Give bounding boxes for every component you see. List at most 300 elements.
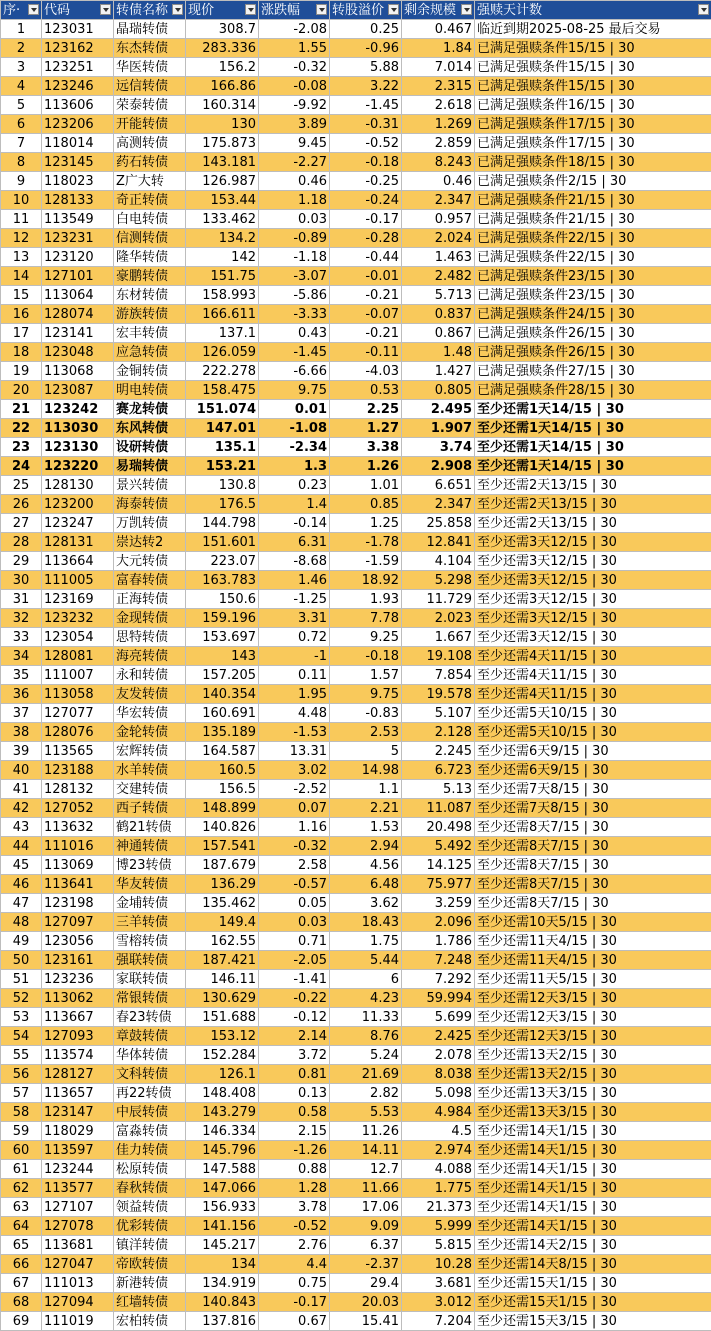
cell-bond-name[interactable]: 再22转债: [114, 1084, 186, 1103]
cell-bond-name[interactable]: 东风转债: [114, 419, 186, 438]
table-row[interactable]: [1, 229, 711, 248]
cell-bond-name[interactable]: 镇洋转债: [114, 1236, 186, 1255]
cell-seq[interactable]: 5: [1, 96, 42, 115]
cell-premium[interactable]: 9.09: [330, 1217, 402, 1236]
cell-redemption-count[interactable]: 至少还需3天12/15 | 30: [475, 590, 711, 609]
filter-dropdown-icon[interactable]: [461, 4, 472, 15]
cell-bond-name[interactable]: 松原转债: [114, 1160, 186, 1179]
cell-remaining-size[interactable]: 3.259: [402, 894, 475, 913]
cell-price[interactable]: 283.336: [186, 39, 259, 58]
cell-price[interactable]: 137.1: [186, 324, 259, 343]
cell-change[interactable]: 0.01: [259, 400, 330, 419]
cell-remaining-size[interactable]: 7.248: [402, 951, 475, 970]
cell-redemption-count[interactable]: 至少还需5天10/15 | 30: [475, 723, 711, 742]
table-row[interactable]: [1, 552, 711, 571]
cell-seq[interactable]: 21: [1, 400, 42, 419]
table-row[interactable]: [1, 1122, 711, 1141]
cell-price[interactable]: 140.826: [186, 818, 259, 837]
cell-seq[interactable]: 1: [1, 20, 42, 39]
table-row[interactable]: [1, 1274, 711, 1293]
cell-redemption-count[interactable]: 至少还需7天8/15 | 30: [475, 799, 711, 818]
table-row[interactable]: [1, 362, 711, 381]
cell-redemption-count[interactable]: 至少还需6天9/15 | 30: [475, 761, 711, 780]
cell-change[interactable]: 9.45: [259, 134, 330, 153]
cell-price[interactable]: 130.8: [186, 476, 259, 495]
cell-change[interactable]: -2.34: [259, 438, 330, 457]
cell-code[interactable]: 123220: [42, 457, 114, 476]
cell-change[interactable]: 1.16: [259, 818, 330, 837]
cell-premium[interactable]: 1.93: [330, 590, 402, 609]
cell-price[interactable]: 135.462: [186, 894, 259, 913]
table-row[interactable]: [1, 875, 711, 894]
cell-code[interactable]: 123251: [42, 58, 114, 77]
cell-bond-name[interactable]: 易瑞转债: [114, 457, 186, 476]
cell-bond-name[interactable]: 西子转债: [114, 799, 186, 818]
table-row[interactable]: [1, 286, 711, 305]
cell-redemption-count[interactable]: 已满足强赎条件23/15 | 30: [475, 267, 711, 286]
cell-code[interactable]: 123087: [42, 381, 114, 400]
table-row[interactable]: [1, 989, 711, 1008]
cell-seq[interactable]: 47: [1, 894, 42, 913]
cell-code[interactable]: 127101: [42, 267, 114, 286]
cell-premium[interactable]: 18.92: [330, 571, 402, 590]
cell-change[interactable]: 2.76: [259, 1236, 330, 1255]
cell-remaining-size[interactable]: 75.977: [402, 875, 475, 894]
cell-code[interactable]: 113549: [42, 210, 114, 229]
cell-redemption-count[interactable]: 至少还需7天8/15 | 30: [475, 780, 711, 799]
cell-redemption-count[interactable]: 至少还需14天1/15 | 30: [475, 1217, 711, 1236]
cell-bond-name[interactable]: 豪鹏转债: [114, 267, 186, 286]
cell-premium[interactable]: 0.53: [330, 381, 402, 400]
cell-premium[interactable]: -0.96: [330, 39, 402, 58]
table-row[interactable]: [1, 248, 711, 267]
cell-bond-name[interactable]: 春23转债: [114, 1008, 186, 1027]
cell-code[interactable]: 113597: [42, 1141, 114, 1160]
cell-bond-name[interactable]: 红墙转债: [114, 1293, 186, 1312]
cell-seq[interactable]: 57: [1, 1084, 42, 1103]
table-row[interactable]: [1, 1008, 711, 1027]
cell-remaining-size[interactable]: 1.427: [402, 362, 475, 381]
cell-premium[interactable]: 1.26: [330, 457, 402, 476]
cell-price[interactable]: 130: [186, 115, 259, 134]
cell-redemption-count[interactable]: 已满足强赎条件22/15 | 30: [475, 229, 711, 248]
cell-bond-name[interactable]: 华医转债: [114, 58, 186, 77]
cell-redemption-count[interactable]: 至少还需3天12/15 | 30: [475, 533, 711, 552]
cell-premium[interactable]: 2.82: [330, 1084, 402, 1103]
cell-premium[interactable]: 5.88: [330, 58, 402, 77]
cell-code[interactable]: 123247: [42, 514, 114, 533]
cell-price[interactable]: 153.697: [186, 628, 259, 647]
cell-price[interactable]: 156.5: [186, 780, 259, 799]
cell-code[interactable]: 118029: [42, 1122, 114, 1141]
cell-remaining-size[interactable]: 2.347: [402, 191, 475, 210]
cell-premium[interactable]: 1.25: [330, 514, 402, 533]
cell-remaining-size[interactable]: 6.651: [402, 476, 475, 495]
cell-code[interactable]: 123161: [42, 951, 114, 970]
table-row[interactable]: [1, 58, 711, 77]
table-row[interactable]: [1, 267, 711, 286]
table-row[interactable]: [1, 77, 711, 96]
cell-bond-name[interactable]: 东杰转债: [114, 39, 186, 58]
header-seq[interactable]: [1, 1, 42, 20]
filter-dropdown-icon[interactable]: [172, 4, 183, 15]
cell-code[interactable]: 123141: [42, 324, 114, 343]
cell-premium[interactable]: -0.01: [330, 267, 402, 286]
table-row[interactable]: [1, 1065, 711, 1084]
cell-change[interactable]: -2.05: [259, 951, 330, 970]
cell-remaining-size[interactable]: 1.786: [402, 932, 475, 951]
cell-price[interactable]: 160.691: [186, 704, 259, 723]
cell-premium[interactable]: 5: [330, 742, 402, 761]
cell-price[interactable]: 223.07: [186, 552, 259, 571]
cell-change[interactable]: 4.4: [259, 1255, 330, 1274]
cell-redemption-count[interactable]: 至少还需1天14/15 | 30: [475, 457, 711, 476]
table-row[interactable]: [1, 1293, 711, 1312]
cell-redemption-count[interactable]: 至少还需13天2/15 | 30: [475, 1046, 711, 1065]
cell-code[interactable]: 123054: [42, 628, 114, 647]
cell-premium[interactable]: 2.21: [330, 799, 402, 818]
cell-premium[interactable]: -0.52: [330, 134, 402, 153]
cell-bond-name[interactable]: 药石转债: [114, 153, 186, 172]
cell-code[interactable]: 123200: [42, 495, 114, 514]
cell-bond-name[interactable]: 中辰转债: [114, 1103, 186, 1122]
cell-price[interactable]: 135.189: [186, 723, 259, 742]
cell-seq[interactable]: 9: [1, 172, 42, 191]
cell-code[interactable]: 128131: [42, 533, 114, 552]
cell-seq[interactable]: 45: [1, 856, 42, 875]
cell-redemption-count[interactable]: 至少还需3天12/15 | 30: [475, 571, 711, 590]
cell-change[interactable]: 0.11: [259, 666, 330, 685]
table-row[interactable]: [1, 1046, 711, 1065]
cell-redemption-count[interactable]: 已满足强赎条件16/15 | 30: [475, 96, 711, 115]
cell-bond-name[interactable]: 宏丰转债: [114, 324, 186, 343]
cell-premium[interactable]: 8.76: [330, 1027, 402, 1046]
table-row[interactable]: [1, 1236, 711, 1255]
cell-code[interactable]: 113577: [42, 1179, 114, 1198]
cell-change[interactable]: 0.75: [259, 1274, 330, 1293]
cell-seq[interactable]: 65: [1, 1236, 42, 1255]
cell-change[interactable]: 1.18: [259, 191, 330, 210]
header-bond-name[interactable]: [114, 1, 186, 20]
cell-code[interactable]: 113641: [42, 875, 114, 894]
cell-bond-name[interactable]: 明电转债: [114, 381, 186, 400]
cell-seq[interactable]: 66: [1, 1255, 42, 1274]
cell-remaining-size[interactable]: 0.46: [402, 172, 475, 191]
cell-remaining-size[interactable]: 5.492: [402, 837, 475, 856]
cell-premium[interactable]: 18.43: [330, 913, 402, 932]
cell-bond-name[interactable]: 华宏转债: [114, 704, 186, 723]
cell-seq[interactable]: 2: [1, 39, 42, 58]
cell-bond-name[interactable]: 神通转债: [114, 837, 186, 856]
cell-code[interactable]: 111019: [42, 1312, 114, 1331]
cell-remaining-size[interactable]: 1.463: [402, 248, 475, 267]
cell-redemption-count[interactable]: 已满足强赎条件27/15 | 30: [475, 362, 711, 381]
cell-bond-name[interactable]: 永和转债: [114, 666, 186, 685]
cell-redemption-count[interactable]: 至少还需13天3/15 | 30: [475, 1084, 711, 1103]
cell-change[interactable]: -0.32: [259, 58, 330, 77]
table-row[interactable]: [1, 932, 711, 951]
cell-change[interactable]: -2.52: [259, 780, 330, 799]
cell-redemption-count[interactable]: 至少还需14天1/15 | 30: [475, 1122, 711, 1141]
cell-remaining-size[interactable]: 2.974: [402, 1141, 475, 1160]
cell-price[interactable]: 156.2: [186, 58, 259, 77]
table-row[interactable]: [1, 780, 711, 799]
table-row[interactable]: [1, 419, 711, 438]
cell-redemption-count[interactable]: 至少还需4天11/15 | 30: [475, 647, 711, 666]
cell-remaining-size[interactable]: 5.815: [402, 1236, 475, 1255]
filter-dropdown-icon[interactable]: [388, 4, 399, 15]
cell-remaining-size[interactable]: 2.859: [402, 134, 475, 153]
cell-seq[interactable]: 39: [1, 742, 42, 761]
cell-redemption-count[interactable]: 至少还需12天3/15 | 30: [475, 989, 711, 1008]
cell-seq[interactable]: 69: [1, 1312, 42, 1331]
cell-bond-name[interactable]: 金铜转债: [114, 362, 186, 381]
cell-premium[interactable]: -1.78: [330, 533, 402, 552]
cell-remaining-size[interactable]: 12.841: [402, 533, 475, 552]
cell-premium[interactable]: -0.83: [330, 704, 402, 723]
table-row[interactable]: [1, 970, 711, 989]
cell-premium[interactable]: -0.18: [330, 153, 402, 172]
cell-code[interactable]: 123056: [42, 932, 114, 951]
cell-redemption-count[interactable]: 至少还需10天5/15 | 30: [475, 913, 711, 932]
header-code[interactable]: [42, 1, 114, 20]
cell-bond-name[interactable]: 章鼓转债: [114, 1027, 186, 1046]
cell-seq[interactable]: 54: [1, 1027, 42, 1046]
cell-code[interactable]: 128081: [42, 647, 114, 666]
cell-bond-name[interactable]: 思特转债: [114, 628, 186, 647]
cell-seq[interactable]: 18: [1, 343, 42, 362]
cell-bond-name[interactable]: 领益转债: [114, 1198, 186, 1217]
cell-remaining-size[interactable]: 5.298: [402, 571, 475, 590]
cell-change[interactable]: 0.03: [259, 210, 330, 229]
cell-change[interactable]: -0.57: [259, 875, 330, 894]
cell-remaining-size[interactable]: 4.088: [402, 1160, 475, 1179]
cell-remaining-size[interactable]: 0.957: [402, 210, 475, 229]
cell-redemption-count[interactable]: 至少还需8天7/15 | 30: [475, 875, 711, 894]
filter-dropdown-icon[interactable]: [100, 4, 111, 15]
cell-bond-name[interactable]: 帝欧转债: [114, 1255, 186, 1274]
cell-premium[interactable]: -0.17: [330, 210, 402, 229]
cell-seq[interactable]: 34: [1, 647, 42, 666]
cell-price[interactable]: 308.7: [186, 20, 259, 39]
cell-redemption-count[interactable]: 至少还需13天3/15 | 30: [475, 1103, 711, 1122]
cell-bond-name[interactable]: 优彩转债: [114, 1217, 186, 1236]
cell-change[interactable]: -0.89: [259, 229, 330, 248]
cell-redemption-count[interactable]: 已满足强赎条件26/15 | 30: [475, 324, 711, 343]
cell-remaining-size[interactable]: 7.854: [402, 666, 475, 685]
cell-bond-name[interactable]: 东材转债: [114, 286, 186, 305]
cell-change[interactable]: -1.53: [259, 723, 330, 742]
cell-code[interactable]: 111007: [42, 666, 114, 685]
cell-price[interactable]: 166.611: [186, 305, 259, 324]
cell-premium[interactable]: 1.01: [330, 476, 402, 495]
cell-remaining-size[interactable]: 2.618: [402, 96, 475, 115]
cell-change[interactable]: -8.68: [259, 552, 330, 571]
cell-bond-name[interactable]: 开能转债: [114, 115, 186, 134]
cell-remaining-size[interactable]: 0.837: [402, 305, 475, 324]
cell-bond-name[interactable]: 海泰转债: [114, 495, 186, 514]
cell-code[interactable]: 123169: [42, 590, 114, 609]
table-row[interactable]: [1, 115, 711, 134]
cell-premium[interactable]: 15.41: [330, 1312, 402, 1331]
cell-remaining-size[interactable]: 5.107: [402, 704, 475, 723]
cell-price[interactable]: 126.987: [186, 172, 259, 191]
cell-seq[interactable]: 12: [1, 229, 42, 248]
cell-code[interactable]: 113681: [42, 1236, 114, 1255]
cell-remaining-size[interactable]: 11.087: [402, 799, 475, 818]
cell-remaining-size[interactable]: 2.096: [402, 913, 475, 932]
cell-seq[interactable]: 19: [1, 362, 42, 381]
cell-code[interactable]: 123145: [42, 153, 114, 172]
cell-seq[interactable]: 61: [1, 1160, 42, 1179]
table-row[interactable]: [1, 666, 711, 685]
cell-price[interactable]: 133.462: [186, 210, 259, 229]
cell-bond-name[interactable]: 佳力转债: [114, 1141, 186, 1160]
cell-price[interactable]: 159.196: [186, 609, 259, 628]
cell-change[interactable]: -2.27: [259, 153, 330, 172]
cell-redemption-count[interactable]: 至少还需11天4/15 | 30: [475, 951, 711, 970]
cell-premium[interactable]: -0.25: [330, 172, 402, 191]
filter-dropdown-icon[interactable]: [316, 4, 327, 15]
cell-redemption-count[interactable]: 至少还需5天10/15 | 30: [475, 704, 711, 723]
cell-redemption-count[interactable]: 至少还需12天3/15 | 30: [475, 1008, 711, 1027]
cell-premium[interactable]: -0.07: [330, 305, 402, 324]
cell-premium[interactable]: 9.25: [330, 628, 402, 647]
cell-redemption-count[interactable]: 至少还需14天1/15 | 30: [475, 1141, 711, 1160]
table-row[interactable]: [1, 343, 711, 362]
cell-premium[interactable]: -0.28: [330, 229, 402, 248]
table-row[interactable]: [1, 1084, 711, 1103]
cell-code[interactable]: 113068: [42, 362, 114, 381]
cell-bond-name[interactable]: Z广大转: [114, 172, 186, 191]
table-row[interactable]: [1, 191, 711, 210]
table-row[interactable]: [1, 856, 711, 875]
cell-price[interactable]: 153.12: [186, 1027, 259, 1046]
cell-change[interactable]: -0.22: [259, 989, 330, 1008]
cell-seq[interactable]: 7: [1, 134, 42, 153]
cell-seq[interactable]: 36: [1, 685, 42, 704]
cell-code[interactable]: 123231: [42, 229, 114, 248]
cell-seq[interactable]: 13: [1, 248, 42, 267]
table-row[interactable]: [1, 400, 711, 419]
cell-price[interactable]: 143.279: [186, 1103, 259, 1122]
cell-bond-name[interactable]: 强联转债: [114, 951, 186, 970]
cell-remaining-size[interactable]: 2.908: [402, 457, 475, 476]
cell-change[interactable]: 0.72: [259, 628, 330, 647]
cell-price[interactable]: 140.354: [186, 685, 259, 704]
cell-redemption-count[interactable]: 至少还需3天12/15 | 30: [475, 609, 711, 628]
cell-price[interactable]: 160.5: [186, 761, 259, 780]
cell-bond-name[interactable]: 奇正转债: [114, 191, 186, 210]
cell-code[interactable]: 111016: [42, 837, 114, 856]
cell-code[interactable]: 123206: [42, 115, 114, 134]
cell-redemption-count[interactable]: 已满足强赎条件15/15 | 30: [475, 39, 711, 58]
table-row[interactable]: [1, 172, 711, 191]
cell-code[interactable]: 113058: [42, 685, 114, 704]
table-row[interactable]: [1, 134, 711, 153]
cell-bond-name[interactable]: 景兴转债: [114, 476, 186, 495]
cell-redemption-count[interactable]: 至少还需13天2/15 | 30: [475, 1065, 711, 1084]
cell-code[interactable]: 127094: [42, 1293, 114, 1312]
cell-bond-name[interactable]: 游族转债: [114, 305, 186, 324]
cell-redemption-count[interactable]: 至少还需8天7/15 | 30: [475, 894, 711, 913]
cell-price[interactable]: 164.587: [186, 742, 259, 761]
cell-seq[interactable]: 20: [1, 381, 42, 400]
cell-seq[interactable]: 22: [1, 419, 42, 438]
cell-bond-name[interactable]: 华友转债: [114, 875, 186, 894]
cell-premium[interactable]: 4.56: [330, 856, 402, 875]
cell-code[interactable]: 111005: [42, 571, 114, 590]
cell-price[interactable]: 149.4: [186, 913, 259, 932]
filter-dropdown-icon[interactable]: [698, 4, 709, 15]
cell-change[interactable]: -6.66: [259, 362, 330, 381]
cell-change[interactable]: 1.46: [259, 571, 330, 590]
cell-change[interactable]: -1: [259, 647, 330, 666]
cell-remaining-size[interactable]: 5.999: [402, 1217, 475, 1236]
table-row[interactable]: [1, 647, 711, 666]
cell-change[interactable]: 1.95: [259, 685, 330, 704]
cell-price[interactable]: 145.217: [186, 1236, 259, 1255]
cell-bond-name[interactable]: 赛龙转债: [114, 400, 186, 419]
cell-premium[interactable]: 1.75: [330, 932, 402, 951]
cell-premium[interactable]: -0.44: [330, 248, 402, 267]
cell-change[interactable]: -0.08: [259, 77, 330, 96]
cell-code[interactable]: 111013: [42, 1274, 114, 1293]
cell-price[interactable]: 158.475: [186, 381, 259, 400]
cell-change[interactable]: 0.71: [259, 932, 330, 951]
cell-change[interactable]: 2.58: [259, 856, 330, 875]
cell-price[interactable]: 146.334: [186, 1122, 259, 1141]
table-row[interactable]: [1, 742, 711, 761]
cell-bond-name[interactable]: 三羊转债: [114, 913, 186, 932]
cell-bond-name[interactable]: 崇达转2: [114, 533, 186, 552]
cell-code[interactable]: 128132: [42, 780, 114, 799]
cell-remaining-size[interactable]: 2.315: [402, 77, 475, 96]
cell-change[interactable]: 2.14: [259, 1027, 330, 1046]
cell-redemption-count[interactable]: 已满足强赎条件21/15 | 30: [475, 210, 711, 229]
cell-seq[interactable]: 48: [1, 913, 42, 932]
cell-seq[interactable]: 44: [1, 837, 42, 856]
cell-price[interactable]: 156.933: [186, 1198, 259, 1217]
cell-change[interactable]: -1.18: [259, 248, 330, 267]
cell-premium[interactable]: 12.7: [330, 1160, 402, 1179]
cell-bond-name[interactable]: 设研转债: [114, 438, 186, 457]
cell-remaining-size[interactable]: 19.578: [402, 685, 475, 704]
cell-price[interactable]: 147.01: [186, 419, 259, 438]
cell-code[interactable]: 113606: [42, 96, 114, 115]
table-row[interactable]: [1, 628, 711, 647]
cell-seq[interactable]: 50: [1, 951, 42, 970]
table-row[interactable]: [1, 514, 711, 533]
cell-redemption-count[interactable]: 至少还需8天7/15 | 30: [475, 837, 711, 856]
cell-code[interactable]: 113565: [42, 742, 114, 761]
cell-premium[interactable]: 11.66: [330, 1179, 402, 1198]
cell-premium[interactable]: -0.18: [330, 647, 402, 666]
cell-seq[interactable]: 37: [1, 704, 42, 723]
cell-bond-name[interactable]: 应急转债: [114, 343, 186, 362]
cell-remaining-size[interactable]: 3.681: [402, 1274, 475, 1293]
cell-price[interactable]: 126.059: [186, 343, 259, 362]
cell-remaining-size[interactable]: 2.347: [402, 495, 475, 514]
cell-premium[interactable]: 3.62: [330, 894, 402, 913]
cell-remaining-size[interactable]: 2.078: [402, 1046, 475, 1065]
cell-remaining-size[interactable]: 1.48: [402, 343, 475, 362]
cell-code[interactable]: 113062: [42, 989, 114, 1008]
cell-code[interactable]: 123120: [42, 248, 114, 267]
cell-redemption-count[interactable]: 至少还需2天13/15 | 30: [475, 476, 711, 495]
cell-redemption-count[interactable]: 至少还需3天12/15 | 30: [475, 552, 711, 571]
cell-redemption-count[interactable]: 已满足强赎条件15/15 | 30: [475, 77, 711, 96]
